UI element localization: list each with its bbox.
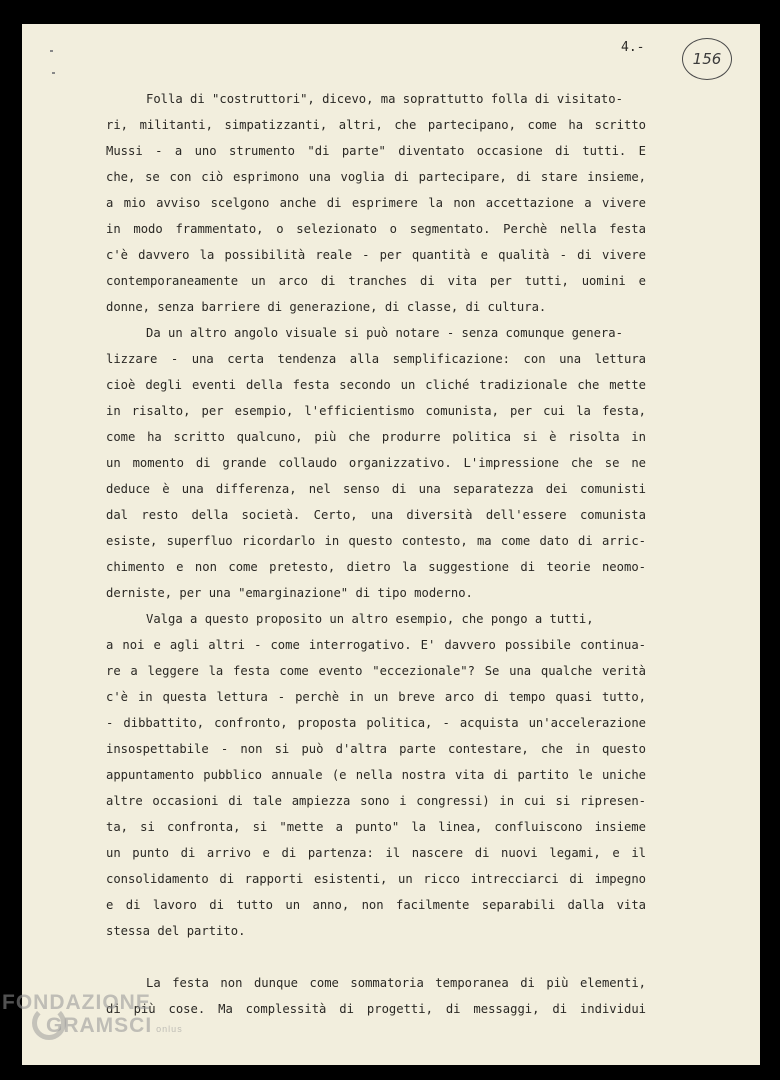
watermark-line-1: FONDAZIONE: [2, 991, 151, 1014]
page-number: 4.-: [621, 40, 645, 55]
text-line: La festa non dunque come sommatoria temporanea di più elementi,: [146, 976, 646, 990]
text-line: in modo frammentato, o selezionato o segmentato. Perchè nella festa: [106, 222, 646, 236]
text-line: c'è davvero la possibilità reale - per quantità e qualità - di vivere: [106, 248, 646, 262]
margin-mark: [50, 50, 53, 52]
text-line: c'è in questa lettura - perchè in un breve arco di tempo quasi tutto,: [106, 690, 646, 704]
text-line: Mussi - a uno strumento "di parte" diventato occasione di tutti. E: [106, 144, 646, 158]
document-page: [22, 24, 760, 1065]
text-line: Valga a questo proposito un altro esempio, che pongo a tutti,: [146, 612, 594, 626]
text-line: in risalto, per esempio, l'efficientismo comunista, per cui la festa,: [106, 404, 646, 418]
text-line: un momento di grande collaudo organizzativo. L'impressione che se ne: [106, 456, 646, 470]
text-line: stessa del partito.: [106, 924, 246, 938]
text-line: a mio avviso scelgono anche di esprimere la non accettazione a vivere: [106, 196, 646, 210]
text-line: altre occasioni di tale ampiezza sono i congressi) in cui si ripresen-: [106, 794, 646, 808]
text-line: lizzare - una certa tendenza alla semplificazione: con una lettura: [106, 352, 646, 366]
text-line: esiste, superfluo ricordarlo in questo contesto, ma come dato di arric-: [106, 534, 646, 548]
text-line: chimento e non come pretesto, dietro la suggestione di teorie neomo-: [106, 560, 646, 574]
text-line: e di lavoro di tutto un anno, non facilmente separabili dalla vita: [106, 898, 646, 912]
text-line: insospettabile - non si può d'altra parte contestare, che in questo: [106, 742, 646, 756]
watermark-logo-icon: [32, 1006, 66, 1040]
text-line: deduce è una differenza, nel senso di una separatezza dei comunisti: [106, 482, 646, 496]
text-line: dal resto della società. Certo, una diversità dell'essere comunista: [106, 508, 646, 522]
fondazione-gramsci-watermark: [2, 992, 183, 1036]
watermark-line-2-text: GRAMSCI: [46, 1014, 153, 1037]
text-line: a noi e agli altri - come interrogativo. E' davvero possibile continua-: [106, 638, 646, 652]
text-line: Da un altro angolo visuale si può notare - senza comunque genera-: [146, 326, 623, 340]
text-line: - dibbattito, confronto, proposta politica, - acquista un'accelerazione: [106, 716, 646, 730]
text-line: consolidamento di rapporti esistenti, un ricco intrecciarci di impegno: [106, 872, 646, 886]
text-line: come ha scritto qualcuno, più che produrre politica si è risolta in: [106, 430, 646, 444]
text-line: ta, si confronta, si "mette a punto" la linea, confluiscono insieme: [106, 820, 646, 834]
text-line: derniste, per una "emarginazione" di tipo moderno.: [106, 586, 473, 600]
text-line: contemporaneamente un arco di tranches di vita per tutti, uomini e: [106, 274, 646, 288]
watermark-suffix: onlus: [156, 1024, 183, 1034]
text-line: appuntamento pubblico annuale (e nella nostra vita di partito le uniche: [106, 768, 646, 782]
text-line: Folla di "costruttori", dicevo, ma soprattutto folla di visitato-: [146, 92, 623, 106]
text-line: un punto di arrivo e di partenza: il nascere di nuovi legami, e il: [106, 846, 646, 860]
text-line: che, se con ciò esprimono una voglia di partecipare, di stare insieme,: [106, 170, 646, 184]
margin-mark: [52, 72, 55, 74]
paragraph-gap: [106, 944, 646, 970]
watermark-line-2: [46, 1015, 183, 1036]
text-line: di più cose. Ma complessità di progetti, di messaggi, di individui: [106, 1002, 646, 1016]
body-text: [106, 86, 646, 1022]
text-line: ri, militanti, simpatizzanti, altri, che partecipano, come ha scritto: [106, 118, 646, 132]
text-line: re a leggere la festa come evento "eccezionale"? Se una qualche verità: [106, 664, 646, 678]
archive-number-stamp: 156: [682, 38, 732, 80]
text-line: donne, senza barriere di generazione, di classe, di cultura.: [106, 300, 547, 314]
text-line: cioè degli eventi della festa secondo un cliché tradizionale che mette: [106, 378, 646, 392]
